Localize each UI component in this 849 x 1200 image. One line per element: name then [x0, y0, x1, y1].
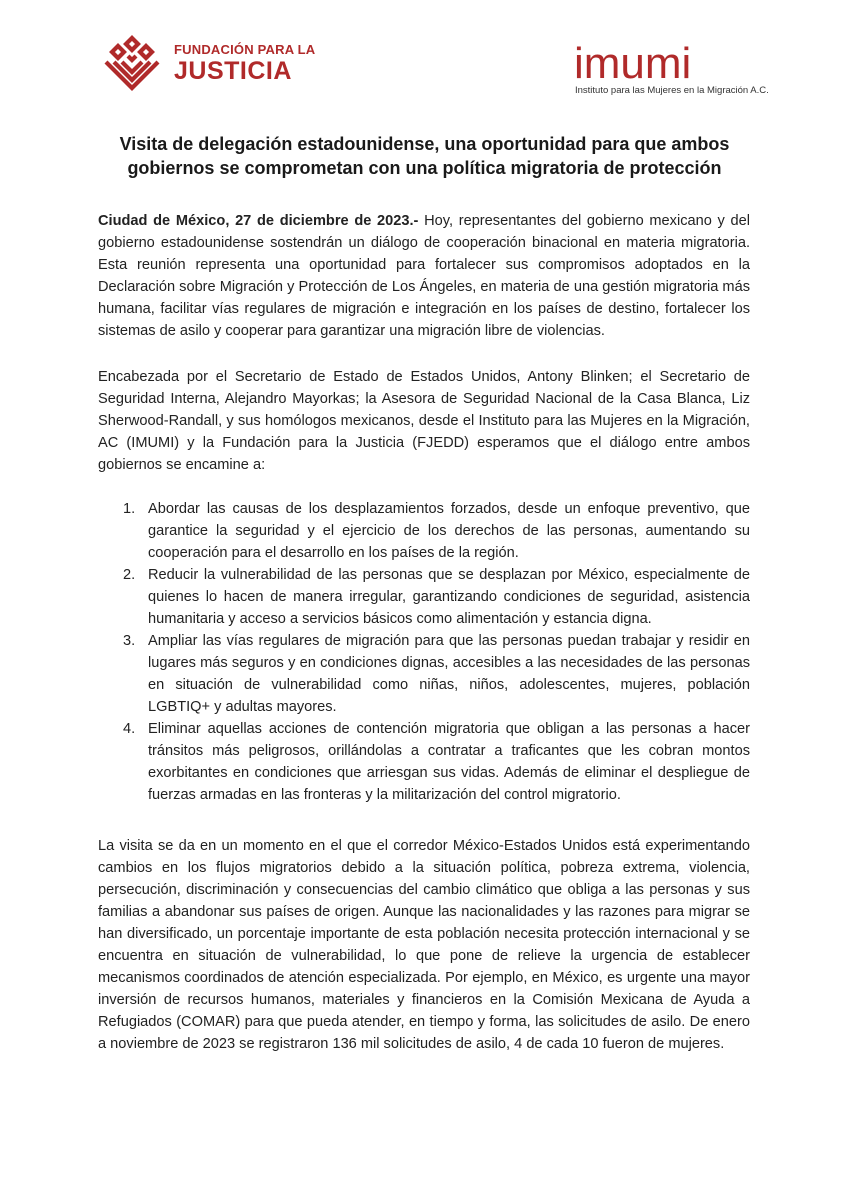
list-item: [98, 630, 750, 718]
dateline: Ciudad de México, 27 de diciembre de 2023.-: [98, 213, 419, 229]
demands-list: [98, 498, 750, 806]
list-item: [98, 498, 750, 564]
paragraph-intro: [98, 210, 750, 342]
fundacion-justicia-emblem-icon: [100, 34, 164, 98]
logo-line-2: JUSTICIA: [174, 57, 292, 85]
list-number: 2.: [123, 567, 136, 583]
list-number: 4.: [123, 721, 136, 737]
list-item: [98, 564, 750, 630]
fundacion-justicia-wordmark: [174, 42, 315, 85]
list-item-text: Reducir la vulnerabilidad de las personas que se desplazan por México, especialmente de quienes lo hacen de manera irregular, garantizando condiciones de seguridad, asistencia humanitaria y acceso a servicios básicos como alimentación y estancia digna.: [148, 567, 750, 627]
paragraph-delegation: Encabezada por el Secretario de Estado de Estados Unidos, Antony Blinken; el Secretario de Seguridad Interna, Alejandro Mayorkas; la Asesora de Seguridad Nacional de la Casa Blanca, Liz Sherwood-Randall, y sus homólogos mexicanos, desde el Instituto para las Mujeres en la Migración, AC (IMUMI) y la Fundación para la Justicia (FJEDD) esperamos que el diálogo entre ambos gobiernos se encamine a:: [98, 369, 750, 473]
imumi-wordmark-text: imumi: [574, 40, 692, 84]
imumi-logo: [574, 40, 769, 100]
list-item-text: Ampliar las vías regulares de migración para que las personas puedan trabajar y residir en lugares más seguros y en condiciones dignas, accesibles a las necesidades de las personas en situación de vulnerabilidad como niñas, niños, adolescentes, mujeres, población LGBTIQ+ y adultas mayores.: [148, 633, 750, 715]
logo-line-1: FUNDACIÓN PARA LA: [174, 42, 316, 57]
imumi-wordmark: [574, 40, 764, 84]
imumi-tagline: Instituto para las Mujeres en la Migración A.C.: [575, 85, 769, 96]
document-title: Visita de delegación estadounidense, una oportunidad para que ambos gobiernos se comprometan con una política migratoria de protección: [119, 134, 730, 178]
list-number: 3.: [123, 633, 136, 649]
paragraph-context: La visita se da en un momento en el que el corredor México-Estados Unidos está experimentando cambios en los flujos migratorios debido a la situación política, pobreza extrema, violencia, persecución, discriminación y consecuencias del cambio climático que obliga a las personas y sus familias a abandonar sus países de origen. Aunque las nacionalidades y las razones para migrar se han diversificado, un porcentaje importante de esta población necesita protección internacional y se encuentra en situación de vulnerabilidad, lo que pone de relieve la urgencia de establecer mecanismos coordinados de atención especializada. Por ejemplo, en México, es urgente una mayor inversión de recursos humanos, materiales y financieros en la Comisión Mexicana de Ayuda a Refugiados (COMAR) para que pueda atender, en tiempo y forma, las solicitudes de asilo. De enero a noviembre de 2023 se registraron 136 mil solicitudes de asilo, 4 de cada 10 fueron de mujeres.: [98, 838, 750, 1052]
paragraph-intro-text: Hoy, representantes del gobierno mexicano y del gobierno estadounidense sostendrán un diálogo de cooperación binacional en materia migratoria. Esta reunión representa una oportunidad para fortalecer sus compromisos adoptados en la Declaración sobre Migración y Protección de Los Ángeles, en materia de una gestión migratoria más humana, facilitar vías regulares de migración e integración en los países de destino, fortalecer los sistemas de asilo y cooperar para garantizar una migración libre de violencias.: [98, 213, 750, 339]
list-number: 1.: [123, 501, 136, 517]
list-item-text: Eliminar aquellas acciones de contención migratoria que obligan a las personas a hacer tránsitos más peligrosos, orillándolas a contratar a traficantes que les cobran montos exorbitantes en condiciones que arriesgan sus vidas. Además de eliminar el despliegue de fuerzas armadas en las fronteras y la militarización del control migratorio.: [148, 721, 750, 803]
list-item-text: Abordar las causas de los desplazamientos forzados, desde un enfoque preventivo, que garantice la seguridad y el ejercicio de los derechos de las personas, aumentando su cooperación para el desarrollo en los países de la región.: [148, 501, 750, 561]
list-item: [98, 718, 750, 806]
